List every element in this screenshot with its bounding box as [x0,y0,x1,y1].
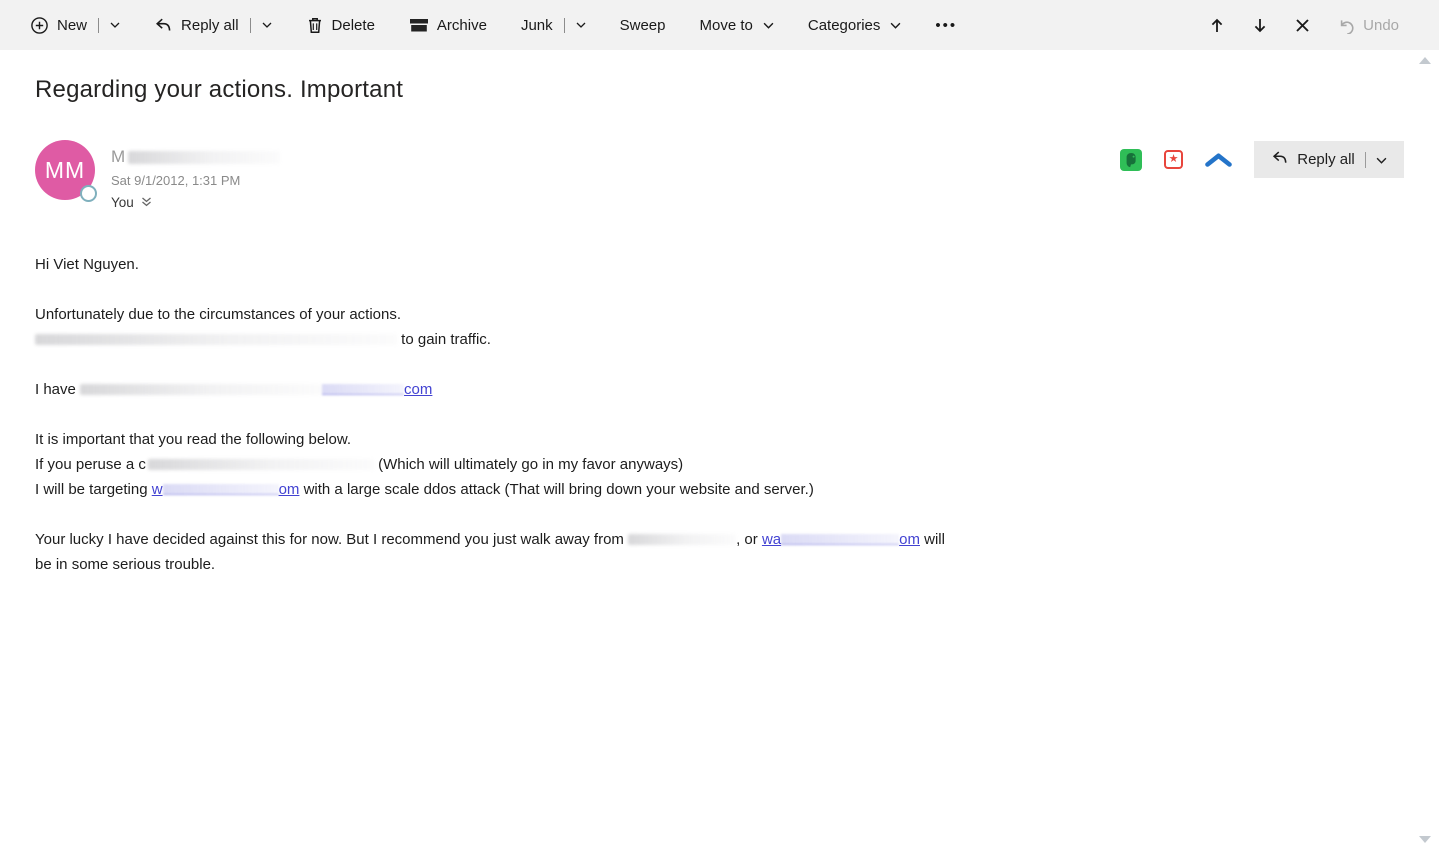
sender-name: M [111,147,280,167]
divider [564,18,565,33]
archive-button[interactable] [409,17,487,34]
reply-all-icon [1271,149,1289,170]
redacted-text [35,334,397,345]
divider [250,18,251,33]
body-line: I will be targeting w om with a large scale ddos attack (That will bring down your website and server.) [35,481,814,498]
arrow-up-icon [1209,17,1225,34]
body-line: If you peruse a c (Which will ultimately go in my favor anyways) [35,456,684,473]
command-toolbar [0,0,1439,50]
more-commands-button[interactable] [935,17,957,34]
chevron-down-icon [763,22,774,29]
new-button[interactable] [30,16,120,35]
redacted-text [80,384,322,395]
redacted-link-text [322,384,404,395]
evernote-addin-icon[interactable] [1120,149,1142,171]
redacted-link-text [163,484,279,495]
redacted-url-link[interactable]: com [322,381,432,398]
undo-button[interactable] [1337,17,1399,34]
reading-pane [0,76,1439,577]
message-header [35,140,1404,210]
redacted-url-link[interactable]: w om [151,481,300,498]
chevron-down-icon[interactable] [110,22,120,28]
sender-avatar[interactable] [35,140,95,200]
presence-indicator-icon [80,185,97,202]
categories-button[interactable] [808,17,902,34]
message-actions [1120,141,1404,178]
archive-label: Archive [436,16,487,34]
email-subject: Regarding your actions. Important [35,76,404,103]
blank-line [35,502,1404,527]
blank-line [35,402,1404,427]
body-line: to gain traffic. [35,327,1404,352]
close-button[interactable] [1295,18,1310,33]
sweep-button[interactable] [620,17,666,34]
reply-all-button-label: Reply all [1297,151,1355,168]
redacted-sender-name [128,151,280,164]
body-line: It is important that you read the following below. [35,431,352,448]
previous-message-button[interactable] [1209,17,1225,34]
chevron-down-icon[interactable] [1376,151,1387,168]
double-chevron-down-icon [141,195,152,210]
undo-icon [1337,17,1355,34]
scroll-down-arrow[interactable] [1419,836,1431,843]
move-to-label: Move to [699,16,753,34]
avatar-initials: MM [44,156,86,183]
email-body [35,252,1404,577]
sweep-label: Sweep [619,16,666,34]
toolbar-right-group [1209,17,1399,34]
new-label: New [57,16,88,34]
next-message-button[interactable] [1252,17,1268,34]
arrow-down-icon [1252,17,1268,34]
new-plus-icon [30,16,49,35]
redacted-url-link[interactable]: wa om [761,531,920,548]
chevron-down-icon[interactable] [576,22,586,28]
body-line: be in some serious trouble. [35,556,216,573]
chevron-down-icon[interactable] [262,22,272,28]
sent-date: Sat 9/1/2012, 1:31 PM [111,173,241,188]
reply-all-message-button[interactable] [1254,141,1404,178]
recipient-expander[interactable] [111,195,280,210]
body-line: Your lucky I have decided against this for now. But I recommend you just walk away from , or wa om will [35,531,945,548]
chevron-down-icon [890,22,901,29]
delete-label: Delete [331,16,375,34]
reply-all-toolbar-button[interactable] [154,16,272,34]
boomerang-addin-icon[interactable] [1205,153,1232,167]
blank-line [35,352,1404,377]
close-icon [1295,18,1310,33]
reply-all-label: Reply all [181,16,239,34]
scroll-up-arrow[interactable] [1419,57,1431,64]
message-meta [111,140,280,210]
trash-icon [306,16,324,35]
junk-button[interactable] [521,17,586,34]
move-to-button[interactable] [700,17,774,34]
redacted-text [148,459,374,470]
reply-all-icon [154,16,173,34]
body-line: I have com [35,381,433,398]
archive-icon [409,17,429,33]
delete-button[interactable] [306,16,375,35]
body-line: Hi Viet Nguyen. [35,256,139,273]
ellipsis-icon: ••• [935,16,958,34]
toolbar-left-group [30,16,957,35]
redacted-link-text [781,534,899,545]
divider [98,18,99,33]
junk-label: Junk [520,16,553,34]
categories-label: Categories [807,16,881,34]
recipient-label: You [111,195,134,210]
divider [1365,152,1366,168]
undo-label: Undo [1363,16,1399,34]
redacted-text [628,534,736,545]
blank-line [35,277,1404,302]
wunderlist-addin-icon[interactable]: ★ [1164,150,1183,169]
body-line: Unfortunately due to the circumstances of your actions. [35,306,402,323]
